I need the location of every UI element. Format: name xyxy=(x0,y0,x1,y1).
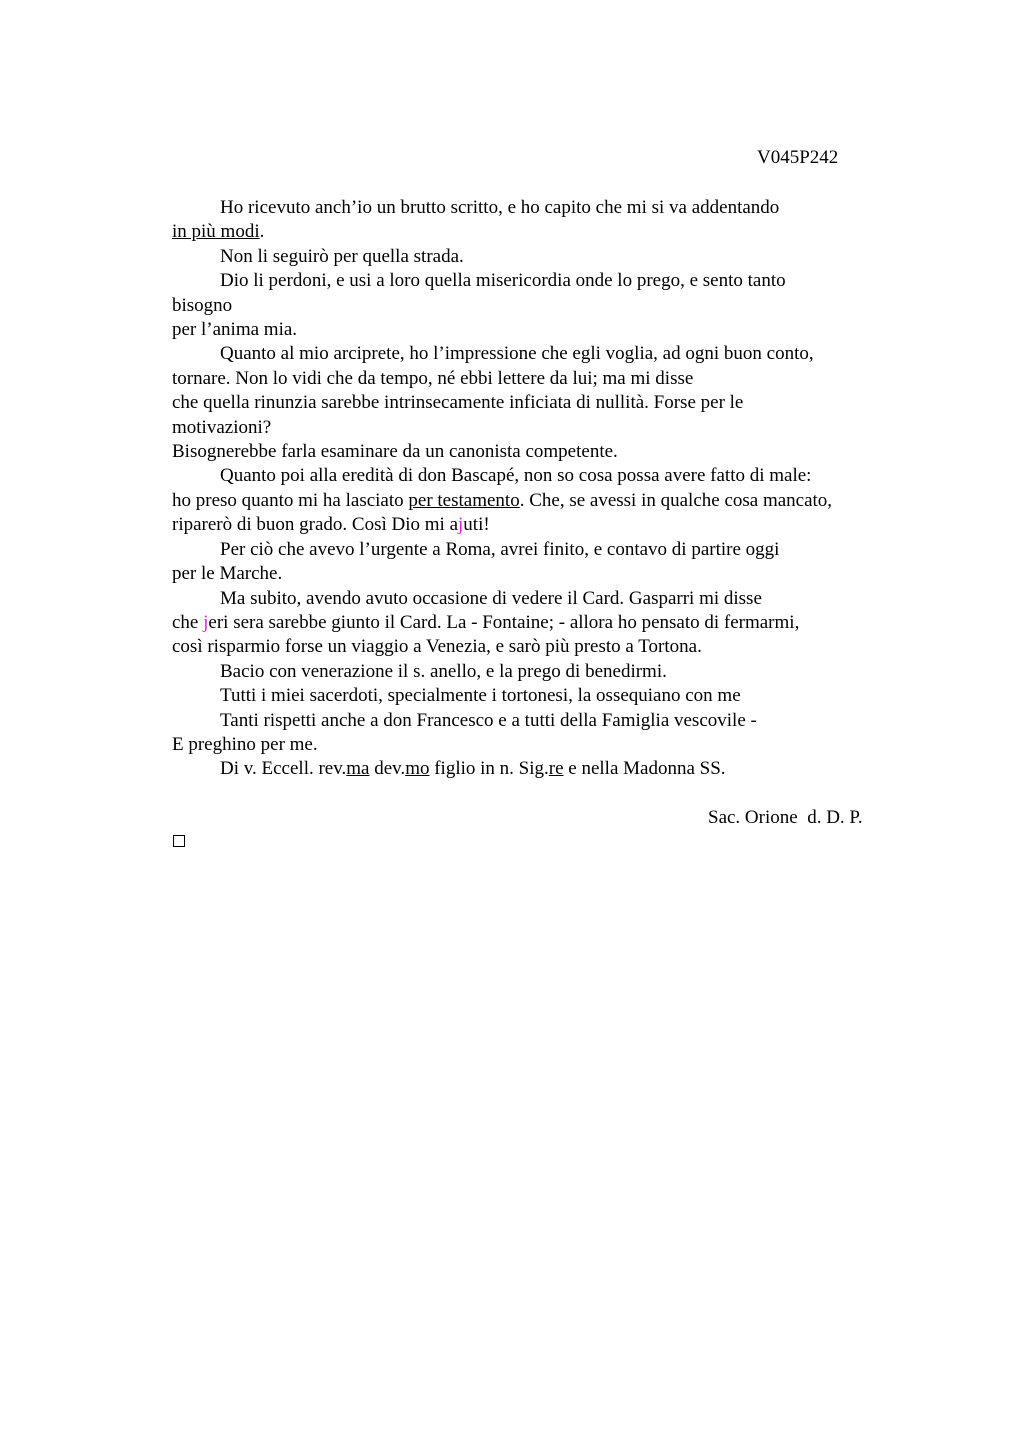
text-fragment: figlio in n. Sig. xyxy=(429,758,549,780)
text-line: che quella rinunzia sarebbe intrinsecamente inficiata di nullità. Forse per le xyxy=(172,392,744,414)
text-fragment: eri sera sarebbe giunto il Card. La - Fontaine; - allora ho pensato di fermarmi, xyxy=(208,611,800,633)
text-fragment: . xyxy=(259,221,265,243)
text-line: così risparmio forse un viaggio a Venezia, e sarò più presto a Tortona. xyxy=(172,636,702,658)
text-line xyxy=(172,513,902,537)
text-line: per l’anima mia. xyxy=(172,319,298,341)
text-line xyxy=(172,220,902,244)
text-line: Per ciò che avevo l’urgente a Roma, avrei finito, e contavo di partire oggi xyxy=(220,538,780,560)
signature: Sac. Orione d. D. P. xyxy=(708,807,863,828)
text-line xyxy=(172,611,902,635)
text-fragment: ho preso quanto mi ha lasciato xyxy=(172,489,409,511)
text-line: Tutti i miei sacerdoti, specialmente i tortonesi, la ossequiano con me xyxy=(220,685,741,707)
text-line: E preghino per me. xyxy=(172,733,318,755)
text-line: Ho ricevuto anch’io un brutto scritto, e ho capito che mi si va addentando xyxy=(220,197,780,218)
text-fragment: e nella Madonna SS. xyxy=(563,758,726,780)
text-line: tornare. Non lo vidi che da tempo, né ebbi lettere da lui; ma mi disse xyxy=(172,367,694,389)
page-id: V045P242 xyxy=(757,147,839,168)
text-line: per le Marche. xyxy=(172,563,283,585)
text-line: Quanto poi alla eredità di don Bascapé, non so cosa possa avere fatto di male: xyxy=(220,465,812,487)
text-fragment: dev. xyxy=(369,758,406,780)
text-line: Non li seguirò per quella strada. xyxy=(220,245,464,267)
underlined-text: in più modi xyxy=(172,221,260,243)
text-line: Ma subito, avendo avuto occasione di vedere il Card. Gasparri mi disse xyxy=(220,587,762,609)
text-line: Tanti rispetti anche a don Francesco e a tutti della Famiglia vescovile - xyxy=(220,709,757,731)
text-line: Bisognerebbe farla esaminare da un canonista competente. xyxy=(172,441,618,463)
highlighted-letter: j xyxy=(458,514,464,536)
text-fragment: . Che, se avessi in qualche cosa mancato, xyxy=(519,489,833,511)
text-line xyxy=(172,489,902,513)
underlined-text: re xyxy=(548,758,564,780)
text-line: bisogno xyxy=(172,294,233,316)
highlighted-letter: j xyxy=(203,611,209,633)
text-line: Quanto al mio arciprete, ho l’impressione che egli voglia, ad ogni buon conto, xyxy=(220,343,814,365)
end-marker-square-icon xyxy=(173,835,185,847)
underlined-text: ma xyxy=(346,758,370,780)
closing-line xyxy=(172,757,902,781)
text-line: Bacio con venerazione il s. anello, e la prego di benedirmi. xyxy=(220,660,667,682)
underlined-text: mo xyxy=(405,758,430,780)
text-line: motivazioni? xyxy=(172,416,272,438)
text-fragment: che xyxy=(172,611,204,633)
text-fragment: riparerò di buon grado. Così Dio mi a xyxy=(172,514,459,536)
text-fragment: uti! xyxy=(463,514,490,536)
text-fragment: Di v. Eccell. rev. xyxy=(220,758,347,780)
underlined-text: per testamento xyxy=(408,489,520,511)
letter-body xyxy=(172,196,902,782)
text-line: Dio li perdoni, e usi a loro quella misericordia onde lo prego, e sento tanto xyxy=(220,270,786,292)
